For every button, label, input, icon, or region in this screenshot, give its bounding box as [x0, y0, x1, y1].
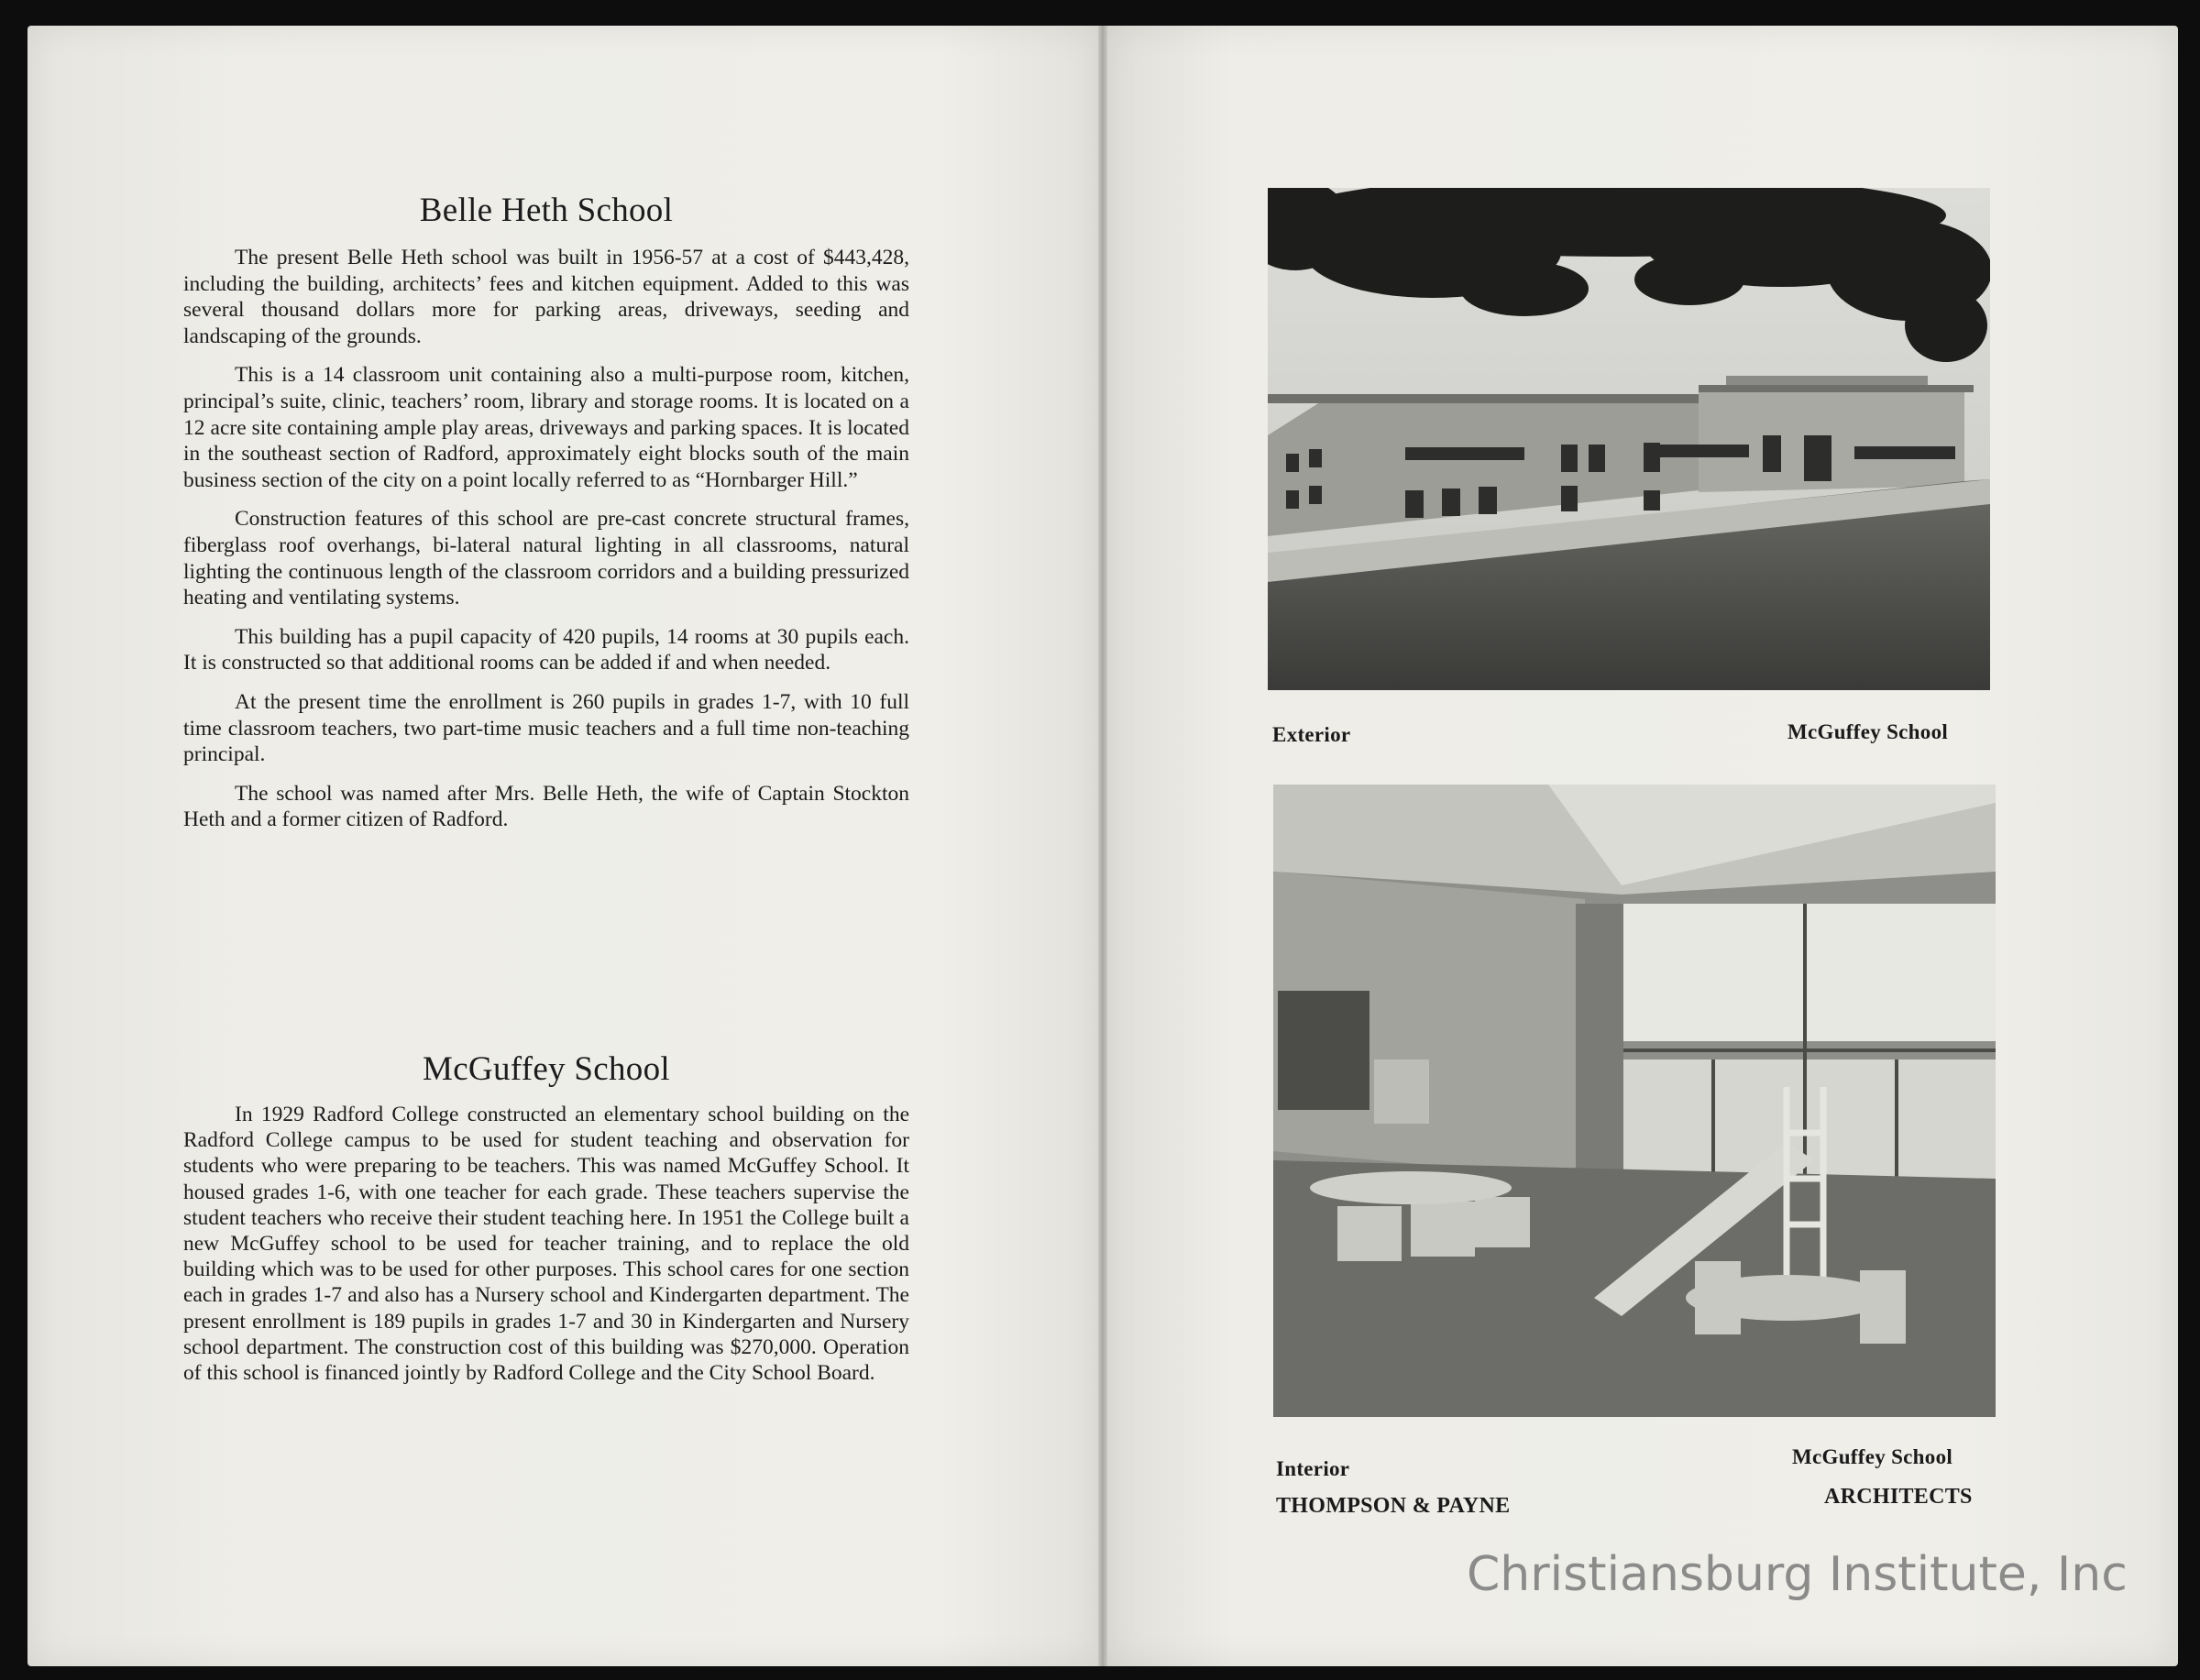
interior-caption-right: McGuffey School — [1792, 1445, 1953, 1468]
belle-heth-title: Belle Heth School — [419, 192, 674, 229]
belle-heth-paragraph: At the present time the enrollment is 260 pupils in grades 1-7, with 10 full time classroom teachers, two part-time music teachers and a full time non-teaching principal. — [183, 689, 909, 767]
belle-heth-section — [183, 191, 909, 833]
exterior-caption-left: Exterior — [1272, 723, 1351, 746]
book-gutter — [1098, 26, 1107, 1666]
watermark-text: Christiansburg Institute, Inc — [1467, 1547, 2128, 1602]
exterior-photo — [1268, 188, 1990, 690]
belle-heth-paragraph: This is a 14 classroom unit containing also a multi-purpose room, kitchen, principal’s suite, clinic, teachers’ room, library and storage rooms. It is located on a 12 acre site containing ample play areas, driveways and parking spaces. It is located in the southeast section of Radford, approximately eight blocks south of the main business section of the city on a point locally referred to as “Hornbarger Hill.” — [183, 363, 909, 492]
mcguffey-paragraph: In 1929 Radford College constructed an elementary school building on the Radford College campus to be used for student teaching and observation for students who were preparing to be teachers. This was named McGuffey School. It housed grades 1-6, with one teacher for each grade. These teachers supervise the student teachers who receive their student teaching here. In 1951 the College built a new McGuffey school to be used for teacher training, and to replace the old building which was to be used for other purposes. This school cares for one section each in grades 1-7 and also has a Nursery school and Kindergarten department. The present enrollment is 189 pupils in grades 1-7 and 30 in Kindergarten and Nursery school department. The construction cost of this building was $270,000. Operation of this school is financed jointly by Radford College and the City School Board. — [183, 1103, 909, 1386]
mcguffey-title: McGuffey School — [423, 1050, 670, 1088]
belle-heth-paragraph: This building has a pupil capacity of 420 pupils, 14 rooms at 30 pupils each. It is constructed so that additional rooms can be added if and when needed. — [183, 624, 909, 675]
architect-name: THOMPSON & PAYNE — [1276, 1494, 1511, 1518]
exterior-caption-right: McGuffey School — [1788, 720, 1949, 743]
interior-caption-left: Interior — [1276, 1457, 1350, 1480]
architect-label: ARCHITECTS — [1824, 1485, 1973, 1509]
belle-heth-paragraph: Construction features of this school are pre-cast concrete structural frames, fiberglass roof overhangs, bi-lateral natural lighting in all classrooms, natural lighting the continuous length of the classroom corridors and a building pressurized heating and ventilating systems. — [183, 507, 909, 610]
interior-photo — [1273, 785, 1996, 1417]
belle-heth-paragraph: The school was named after Mrs. Belle Heth, the wife of Captain Stockton Heth and a former citizen of Radford. — [183, 781, 909, 832]
mcguffey-section — [183, 1049, 909, 1386]
belle-heth-paragraph: The present Belle Heth school was built in 1956-57 at a cost of $443,428, including the building, architects’ fees and kitchen equipment. Added to this was several thousand dollars more for parking areas, driveways, seeding and landscaping of the grounds. — [183, 246, 909, 348]
